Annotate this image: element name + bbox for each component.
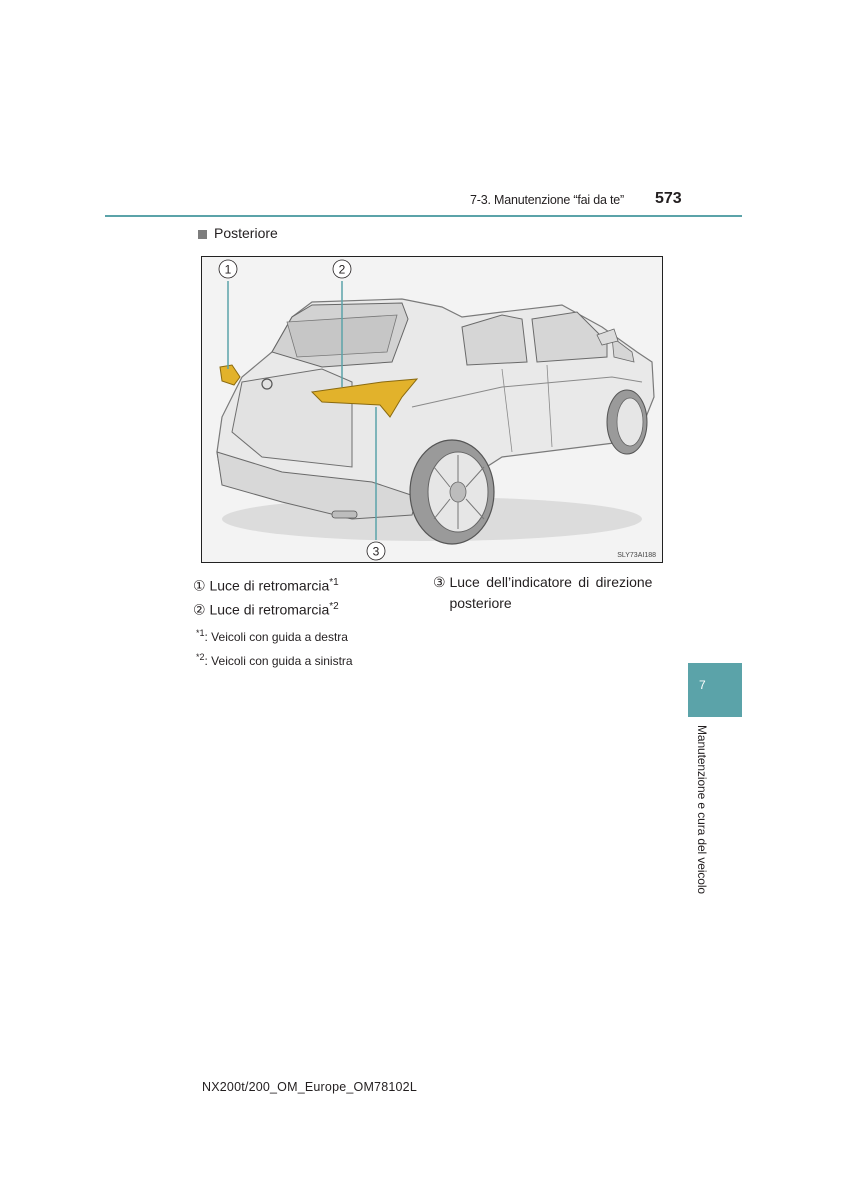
- page-number: 573: [655, 190, 682, 207]
- legend-sup: *1: [329, 577, 339, 588]
- legend-text: Luce di retromarcia: [209, 577, 330, 594]
- footnote-mark: *2: [196, 652, 205, 662]
- legend-text: Luce di retromarcia: [209, 601, 330, 618]
- legend-item: [193, 572, 339, 598]
- car-rear-illustration: [202, 257, 662, 562]
- chapter-number: 7: [699, 678, 706, 692]
- callout-1: 1: [224, 262, 232, 277]
- chapter-tab: [688, 663, 742, 717]
- callout-3: 3: [372, 544, 380, 559]
- footer-doc-id: NX200t/200_OM_Europe_OM78102L: [202, 1080, 417, 1094]
- footnote-mark: *1: [196, 628, 205, 638]
- section-title: Posteriore: [214, 225, 278, 241]
- legend-item: [193, 596, 339, 622]
- section-bullet-icon: [198, 230, 207, 239]
- legend-marker: ③: [433, 575, 446, 591]
- header-rule: [105, 215, 742, 217]
- footnote: [196, 652, 353, 668]
- callout-2: 2: [338, 262, 346, 277]
- footnote-text: : Veicoli con guida a sinistra: [204, 654, 353, 668]
- header-section-title: 7-3. Manutenzione “fai da te”: [470, 193, 625, 207]
- legend-marker: ②: [193, 602, 206, 619]
- chapter-title: Manutenzione e cura del veicolo: [695, 725, 709, 895]
- footnote-text: : Veicoli con guida a destra: [204, 630, 348, 644]
- legend-marker: ①: [193, 578, 206, 595]
- rear-lights-figure: [201, 256, 663, 563]
- legend-sup: *2: [329, 601, 339, 612]
- figure-code: SLY73AI188: [617, 552, 656, 559]
- footnote: [196, 628, 348, 644]
- legend-text-line1: Luce dell’indicatore di direzione: [449, 574, 653, 590]
- legend-text-line2: posteriore: [449, 595, 512, 611]
- legend-item: [433, 572, 659, 614]
